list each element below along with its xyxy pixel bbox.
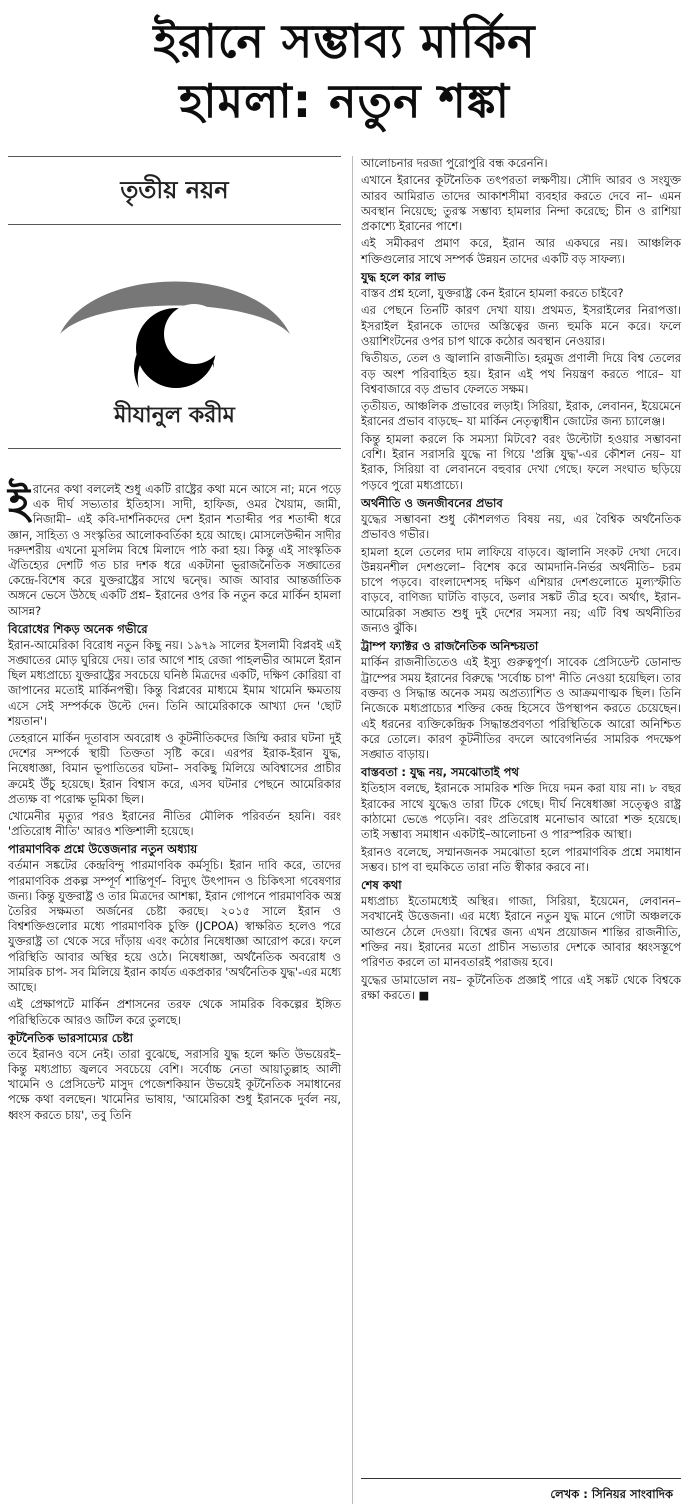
- section-heading: যুদ্ধ হলে কার লাভ: [361, 270, 446, 285]
- paragraph: মধ্যপ্রাচ্য ইতোমধ্যেই অস্থির। গাজা, সিরিয়া, ইয়েমেন, লেবানন– সবখানেই উত্তেজনা। এর মধ্যে ইরানে নতুন যুদ্ধ মানে গোটা অঞ্চলকে আগুনে ঠেলে দেওয়া। বিশ্বের জন্য এখন প্রয়োজন শান্তির রাজনীতি, শক্তির নয়। ইরানের মতো প্রাচীন সভ্যতার দেশকে আবার ধ্বংসস্তূপে পরিণত করলে তা মানবতারই পরাজয় হবে।: [361, 894, 681, 970]
- paragraph: বাস্তব প্রশ্ন হলো, যুক্তরাষ্ট্র কেন ইরানে হামলা করতে চাইবে?: [361, 286, 624, 301]
- paragraph: হামলা হলে তেলের দাম লাফিয়ে বাড়বে। জ্বালানি সংকট দেখা দেবে। উন্নয়নশীল দেশগুলো– বিশেষ করে আমদানি-নির্ভর অর্থনীতি– চরম চাপে পড়বে। বাংলাদেশসহ দক্ষিণ এশিয়ার দেশগুলোতে মূল্যস্ফীতি বাড়বে, বাণিজ্য ঘাটতি বাড়বে, ডলার সঙ্কট তীব্র হবে। অর্থাৎ, ইরান-আমেরিকা সঙ্ঘাত শুধু দুই দেশের সমস্যা নয়; এটি বিশ্ব অর্থনীতির জন্যও ঝুঁকি।: [361, 544, 681, 636]
- column-separator: [352, 156, 353, 1504]
- author-byline: মীযানুল করীম: [114, 403, 235, 428]
- paragraph: এই সমীকরণ প্রমাণ করে, ইরান আর একঘরে নয়। আঞ্চলিক শক্তিগুলোর সাথে সম্পর্ক উন্নয়ন তাদের একটি বড় সাফল্য।: [361, 236, 681, 266]
- paragraph: আলোচনার দরজা পুরোপুরি বন্ধ করেননি।: [361, 156, 548, 170]
- column-name: তৃতীয় নয়ন: [120, 176, 229, 204]
- intro-text: রানের কথা বললেই শুধু একটি রাষ্ট্রের কথা মনে আসে না; মনে পড়ে এক দীর্ঘ সভ্যতার ইতিহাস। সাদী, হাফিজ, ওমর খৈয়াম, জামী, নিজামী– এই কবি-দার্শনিকদের দেশ ইরান শতাব্দীর পর শতাব্দী ধরে জ্ঞান, সাহিত্য ও সংস্কৃতির আলোকবর্তিকা হয়ে আছে। মোসলেউদ্দীন সাদীর দরুদশরীয় এখনো মুসলিম বিশ্বে মিলাদে পাঠ করা হয়। কিন্তু এই সাংস্কৃতিক ঐতিহ্যের দেশটি গত চার দশক ধরে একটানা ভূরাজনৈতিক সঙ্ঘাতের কেন্দ্রে-বিশেষ করে যুক্তরাষ্ট্রের সাথে দ্বন্দ্বে। আজ আবার আন্তর্জাতিক অঙ্গনে ভেসে উঠছে একটি প্রশ্ন– ইরানের ওপর কি নতুন করে মার্কিন হামলা আসন্ন?: [8, 483, 341, 618]
- left-body: [8, 478, 341, 1125]
- section-heading: ট্রাম্প ফ্যাক্টর ও রাজনৈতিক অনিশ্চয়তা: [361, 639, 539, 654]
- footer-rule: [361, 1478, 681, 1479]
- paragraph: মার্কিন রাজনীতিতেও এই ইস্যু গুরুত্বপূর্ণ। সাবেক প্রেসিডেন্ট ডোনাল্ড ট্রাম্পের সময় ইরানের বিরুদ্ধে 'সর্বোচ্চ চাপ' নীতি নেওয়া হয়েছিল। তার বক্তব্য ও সিদ্ধান্ত অনেক সময় অপ্রত্যাশিত ও আক্রমণাত্মক ছিল। তিনি নিজেকে মধ্যপ্রাচ্যের শক্তির কেন্দ্র হিসেবে উপস্থাপন করতে চেয়েছেন। এই ধরনের ব্যক্তিকেন্দ্রিক সিদ্ধান্তপ্রবণতা পরিস্থিতিকে আরো অনিশ্চিত করে তোলে। কারণ কূটনীতির বদলে আবেগনির্ভর সামরিক পদক্ষেপ সঙ্ঘাত বাড়ায়।: [361, 655, 681, 762]
- paragraph: এই প্রেক্ষাপটে মার্কিন প্রশাসনের তরফ থেকে সামরিক বিকল্পের ইঙ্গিত পরিস্থিতিকে আরও জটিল করে তুলছে।: [8, 998, 341, 1027]
- paragraph: খোমেনীর মৃত্যুর পরও ইরানের নীতির মৌলিক পরিবর্তন হয়নি। বরং 'প্রতিরোধ নীতি' আরও শক্তিশালী হয়েছে।: [8, 810, 341, 839]
- paragraph: এর পেছনে তিনটি কারণ দেখা যায়। প্রথমত, ইসরাইলের নিরাপত্তা। ইসরাইল ইরানকে তাদের অস্তিত্বের জন্য হুমকি মনে করে। ফলে ওয়াশিংটনের ওপর চাপ থাকে কঠোর অবস্থান নেওয়ার।: [361, 303, 681, 348]
- headline-line-1: ইরানে সম্ভাব্য মার্কিন: [153, 14, 536, 68]
- paragraph: যুদ্ধের ডামাডোল নয়– কূটনৈতিক প্রজ্ঞাই পারে এই সঙ্কট থেকে বিশ্বকে রক্ষা করতে। ■: [361, 972, 681, 1002]
- author-note: লেখক : সিনিয়র সাংবাদিক: [550, 1487, 673, 1501]
- right-column: [361, 156, 681, 1005]
- paragraph: এখানে ইরানের কূটনৈতিক তৎপরতা লক্ষণীয়। সৌদি আরব ও সংযুক্ত আরব আমিরাত তাদের আকাশসীমা ব্যবহার করতে দেবে না– এমন অবস্থান নিয়েছে; তুরস্ক সম্ভাব্য হামলার নিন্দা করেছে; চীন ও রাশিয়া প্রকাশ্যে ইরানের পাশে।: [361, 173, 681, 234]
- paragraph: কিন্তু হামলা করলে কি সমস্যা মিটবে? বরং উল্টোটা হওয়ার সম্ভাবনা বেশি। ইরান সরাসরি যুদ্ধে না গিয়ে 'প্রক্সি যুদ্ধ'-এর কৌশল নেয়– যা ইরাক, সিরিয়া বা লেবাননে বহুবার দেখা গেছে। ফলে সংঘাত ছড়িয়ে পড়বে পুরো মধ্যপ্রাচ্যে।: [361, 431, 681, 492]
- paragraph: ইরানও বলেছে, সম্মানজনক সমঝোতা হলে পারমাণবিক প্রশ্নে সমাধান সম্ভব। চাপ বা হুমকিতে তারা নতি স্বীকার করবে না।: [361, 844, 681, 874]
- paragraph: তেহরানে মার্কিন দূতাবাস অবরোধ ও কূটনীতিকদের জিম্মি করার ঘটনা দুই দেশের সম্পর্কে স্থায়ী তিক্ততা সৃষ্টি করে। এরপর ইরাক-ইরান যুদ্ধ, নিষেধাজ্ঞা, বিমান ভূপাতিতের ঘটনা– সবকিছু মিলিয়ে অবিশ্বাসের প্রাচীর ক্রমেই উঁচু হয়েছে। ইরান বিশ্বাস করে, এসব ঘটনার পেছনে আমেরিকার প্রত্যক্ষ বা পরোক্ষ ভূমিকা ছিল।: [8, 732, 341, 806]
- drop-cap: ই: [8, 478, 30, 527]
- paragraph: দ্বিতীয়ত, তেল ও জ্বালানি রাজনীতি। হরমুজ প্রণালী দিয়ে বিশ্ব তেলের বড় অংশ পরিবাহিত হয়। ইরান এই পথ নিয়ন্ত্রণ করতে পারে– যা বিশ্ববাজারে বড় প্রভাব ফেলতে সক্ষম।: [361, 351, 681, 396]
- byline-rule: [8, 448, 341, 449]
- section-heading: বিরোধের শিকড় অনেক গভীরে: [8, 621, 148, 636]
- section-heading: বাস্তবতা : যুদ্ধ নয়, সমঝোতাই পথ: [361, 765, 519, 780]
- eye-logo-icon: [54, 256, 296, 396]
- headline-line-2: হামলা: নতুন শঙ্কা: [179, 74, 510, 128]
- intro-paragraph: [8, 478, 341, 619]
- paragraph: বর্তমান সঙ্কটের কেন্দ্রবিন্দু পারমাণবিক কর্মসূচি। ইরান দাবি করে, তাদের পারমাণবিক প্রকল্প সম্পূর্ণ শান্তিপূর্ণ– বিদ্যুৎ উৎপাদন ও চিকিৎসা গবেষণার জন্য। কিন্তু যুক্তরাষ্ট্র ও তার মিত্রদের আশঙ্কা, ইরান গোপনে পারমাণবিক অস্ত্র তৈরির সক্ষমতা অর্জনের চেষ্টা করছে। ২০১৫ সালে ইরান ও বিশ্বশক্তিগুলোর মধ্যে পারমাণবিক চুক্তি (JCPOA) স্বাক্ষরিত হলেও পরে যুক্তরাষ্ট্র তা থেকে সরে দাঁড়ায় এবং কঠোর নিষেধাজ্ঞা আরোপ করে। ফলে পরিস্থিতি আবার অস্থির হয়ে ওঠে। নিষেধাজ্ঞা, অর্থনৈতিক অবরোধ ও সামরিক চাপ- সব মিলিয়ে ইরান কার্যত একপ্রকার 'অর্থনৈতিক যুদ্ধ'-এর মধ্যে আছে।: [8, 859, 341, 995]
- section-heading: অর্থনীতি ও জনজীবনের প্রভাব: [361, 495, 503, 510]
- section-heading: পারমাণবিক প্রশ্নে উত্তেজনার নতুন অধ্যায়: [8, 842, 198, 857]
- paragraph: তবে ইরানও বসে নেই। তারা বুঝেছে, সরাসরি যুদ্ধ হলে ক্ষতি উভয়েরই– কিন্তু মধ্যপ্রাচ্য জ্বলবে সবচেয়ে বেশি। সর্বোচ্চ নেতা আয়াতুল্লাহ আলী খামেনি ও প্রেসিডেন্ট মাসুদ পেজেশকিয়ান উভয়েই কূটনৈতিক সমাধানের পক্ষে কথা বলছেন। খামেনির ভাষায়, 'আমেরিকা শুধু ইরানকে দুর্বল নয়, ধ্বংস করতে চায়', তবু তিনি: [8, 1047, 341, 1122]
- paragraph: ইতিহাস বলছে, ইরানকে সামরিক শক্তি দিয়ে দমন করা যায় না। ৮ বছর ইরাকের সাথে যুদ্ধেও তারা টিকে গেছে। দীর্ঘ নিষেধাজ্ঞা সত্ত্বেও রাষ্ট্র কাঠামো ভেঙে পড়েনি। বরং প্রতিরোধ মনোভাব আরো শক্ত হয়েছে। তাই সম্ভাব্য সমাধান একটাই–আলোচনা ও পারস্পরিক আস্থা।: [361, 781, 681, 842]
- paragraph: তৃতীয়ত, আঞ্চলিক প্রভাবের লড়াই। সিরিয়া, ইরাক, লেবানন, ইয়েমেনে ইরানের প্রভাব বাড়ছে– যা মার্কিন নেতৃত্বাধীন জোটের জন্য চ্যালেঞ্জ।: [361, 399, 681, 429]
- mid-rule: [8, 224, 341, 225]
- section-heading: শেষ কথা: [361, 878, 402, 893]
- paragraph: ইরান-আমেরিকা বিরোধ নতুন কিছু নয়। ১৯৭৯ সালের ইসলামী বিপ্লবই এই সঙ্ঘাতের মোড় ঘুরিয়ে দেয়। তার আগে শাহ রেজা পাহলভীর আমলে ইরান ছিল মধ্যপ্রাচ্যে যুক্তরাষ্ট্রের সবচেয়ে ঘনিষ্ঠ মিত্রদের একটি, দক্ষিণ কোরিয়া বা জাপানের মতোই মার্কিনপন্থী। কিন্তু বিপ্লবের মাধ্যমে ইমাম খামেনি ক্ষমতায় এসে সেই সম্পর্ককে উল্টে দেন। তিনি আমেরিকাকে আখ্যা দেন 'ছোট শয়তান'।: [8, 638, 341, 728]
- paragraph: যুদ্ধের সম্ভাবনা শুধু কৌশলগত বিষয় নয়, এর বৈশ্বিক অর্থনৈতিক প্রভাবও গভীর।: [361, 511, 681, 542]
- section-heading: কূটনৈতিক ভারসাম্যের চেষ্টা: [8, 1030, 133, 1045]
- author-note-bar: [361, 1484, 681, 1504]
- top-rule: [8, 156, 341, 157]
